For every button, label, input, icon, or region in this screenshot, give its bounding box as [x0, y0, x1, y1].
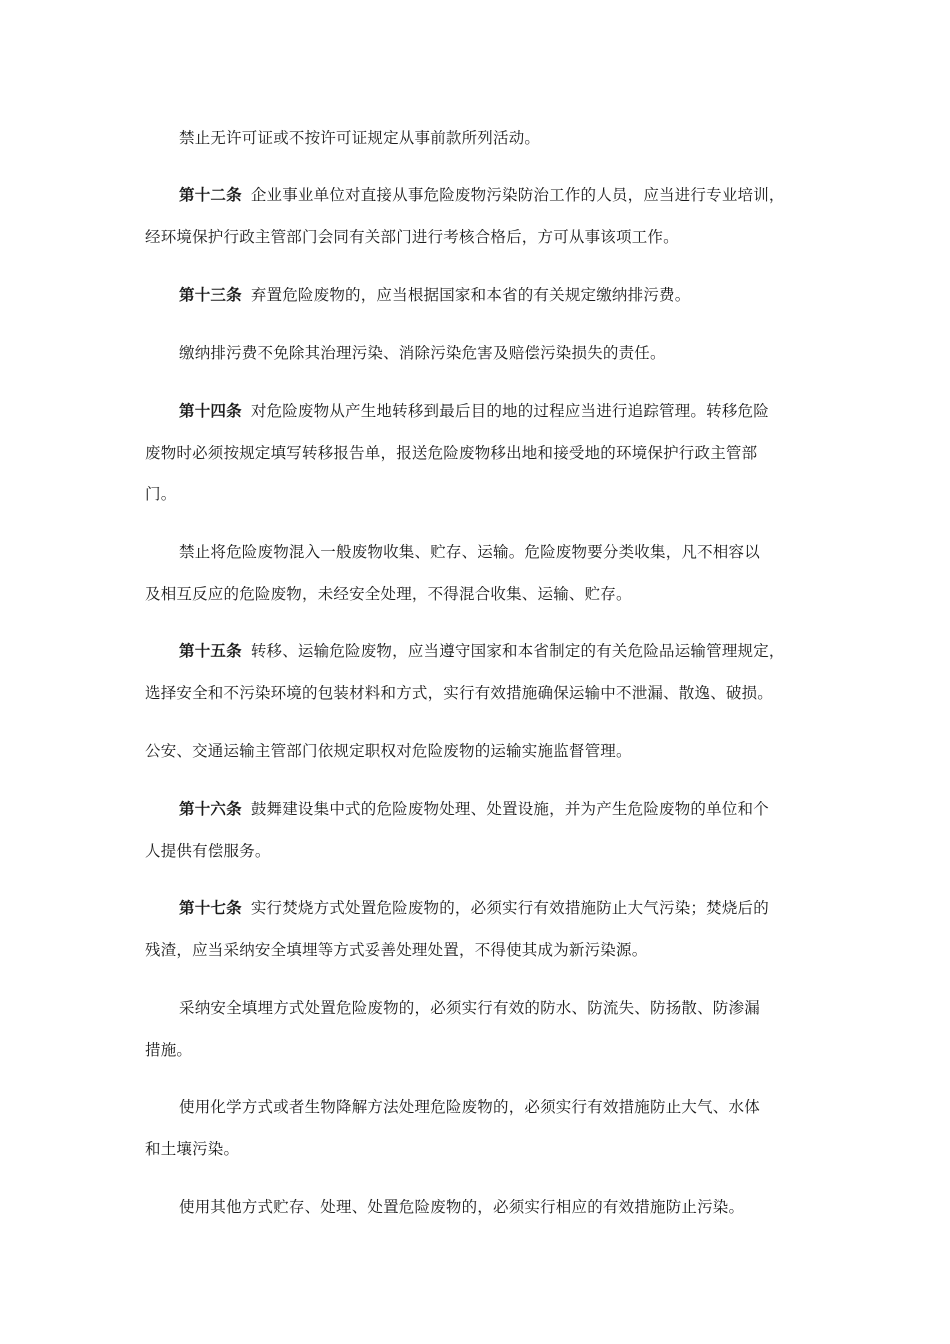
- line-text: 选择安全和不污染环境的包装材料和方式，实行有效措施确保运输中不泄漏、散逸、破损。: [145, 684, 774, 702]
- paragraph-line: [179, 1096, 760, 1118]
- article-heading-line: [179, 897, 769, 919]
- line-text: 及相互反应的危险废物，未经安全处理，不得混合收集、运输、贮存。: [145, 585, 632, 603]
- paragraph-line: [145, 939, 647, 961]
- article-heading-line: [179, 284, 690, 306]
- line-text: 对危险废物从产生地转移到最后目的地的过程应当进行追踪管理。转移危险: [250, 402, 769, 420]
- paragraph-line: [179, 127, 540, 149]
- line-text: 使用其他方式贮存、处理、处置危险废物的，必须实行相应的有效措施防止污染。: [179, 1198, 745, 1216]
- article-heading-line: [179, 184, 785, 206]
- article-number: 第十四条: [179, 402, 242, 420]
- paragraph-line: [145, 1039, 192, 1061]
- line-text: 禁止将危险废物混入一般废物收集、贮存、运输。危险废物要分类收集，凡不相容以: [179, 543, 760, 561]
- paragraph-line: [179, 541, 760, 563]
- line-text: 鼓舞建设集中式的危险废物处理、处置设施，并为产生危险废物的单位和个: [250, 800, 769, 818]
- article-number: 第十三条: [179, 286, 242, 304]
- line-text: 经环境保护行政主管部门会同有关部门进行考核合格后，方可从事该项工作。: [145, 228, 679, 246]
- article-number: 第十二条: [179, 186, 242, 204]
- line-text: 转移、运输危险废物，应当遵守国家和本省制定的有关危险品运输管理规定，: [250, 642, 785, 660]
- line-text: 人提供有偿服务。: [145, 842, 271, 860]
- paragraph-line: [179, 997, 760, 1019]
- line-text: 措施。: [145, 1041, 193, 1059]
- article-number: 第十六条: [179, 800, 242, 818]
- line-text: 公安、交通运输主管部门依规定职权对危险废物的运输实施监督管理。: [145, 742, 632, 760]
- line-text: 企业事业单位对直接从事危险废物污染防治工作的人员，应当进行专业培训，: [250, 186, 785, 204]
- paragraph-line: [179, 1196, 744, 1218]
- paragraph-line: [145, 583, 632, 605]
- line-text: 门。: [145, 485, 177, 503]
- paragraph-line: [145, 840, 271, 862]
- paragraph-line: [145, 682, 773, 704]
- line-text: 缴纳排污费不免除其治理污染、消除污染危害及赔偿污染损失的责任。: [179, 344, 666, 362]
- paragraph-line: [145, 442, 757, 464]
- article-number: 第十五条: [179, 642, 242, 660]
- paragraph-line: [145, 226, 679, 248]
- line-text: 残渣，应当采纳安全填埋等方式妥善处理处置，不得使其成为新污染源。: [145, 941, 648, 959]
- paragraph-line: [145, 740, 632, 762]
- line-text: 废物时必须按规定填写转移报告单，报送危险废物移出地和接受地的环境保护行政主管部: [145, 444, 758, 462]
- article-heading-line: [179, 798, 769, 820]
- article-number: 第十七条: [179, 899, 242, 917]
- article-heading-line: [179, 400, 769, 422]
- line-text: 采纳安全填埋方式处置危险废物的，必须实行有效的防水、防流失、防扬散、防渗漏: [179, 999, 760, 1017]
- line-text: 禁止无许可证或不按许可证规定从事前款所列活动。: [179, 129, 541, 147]
- article-heading-line: [179, 640, 785, 662]
- paragraph-line: [145, 1138, 239, 1160]
- line-text: 实行焚烧方式处置危险废物的，必须实行有效措施防止大气污染；焚烧后的: [250, 899, 769, 917]
- line-text: 弃置危险废物的，应当根据国家和本省的有关规定缴纳排污费。: [250, 286, 691, 304]
- line-text: 和土壤污染。: [145, 1140, 240, 1158]
- line-text: 使用化学方式或者生物降解方法处理危险废物的，必须实行有效措施防止大气、水体: [179, 1098, 760, 1116]
- paragraph-line: [179, 342, 666, 364]
- paragraph-line: [145, 483, 176, 505]
